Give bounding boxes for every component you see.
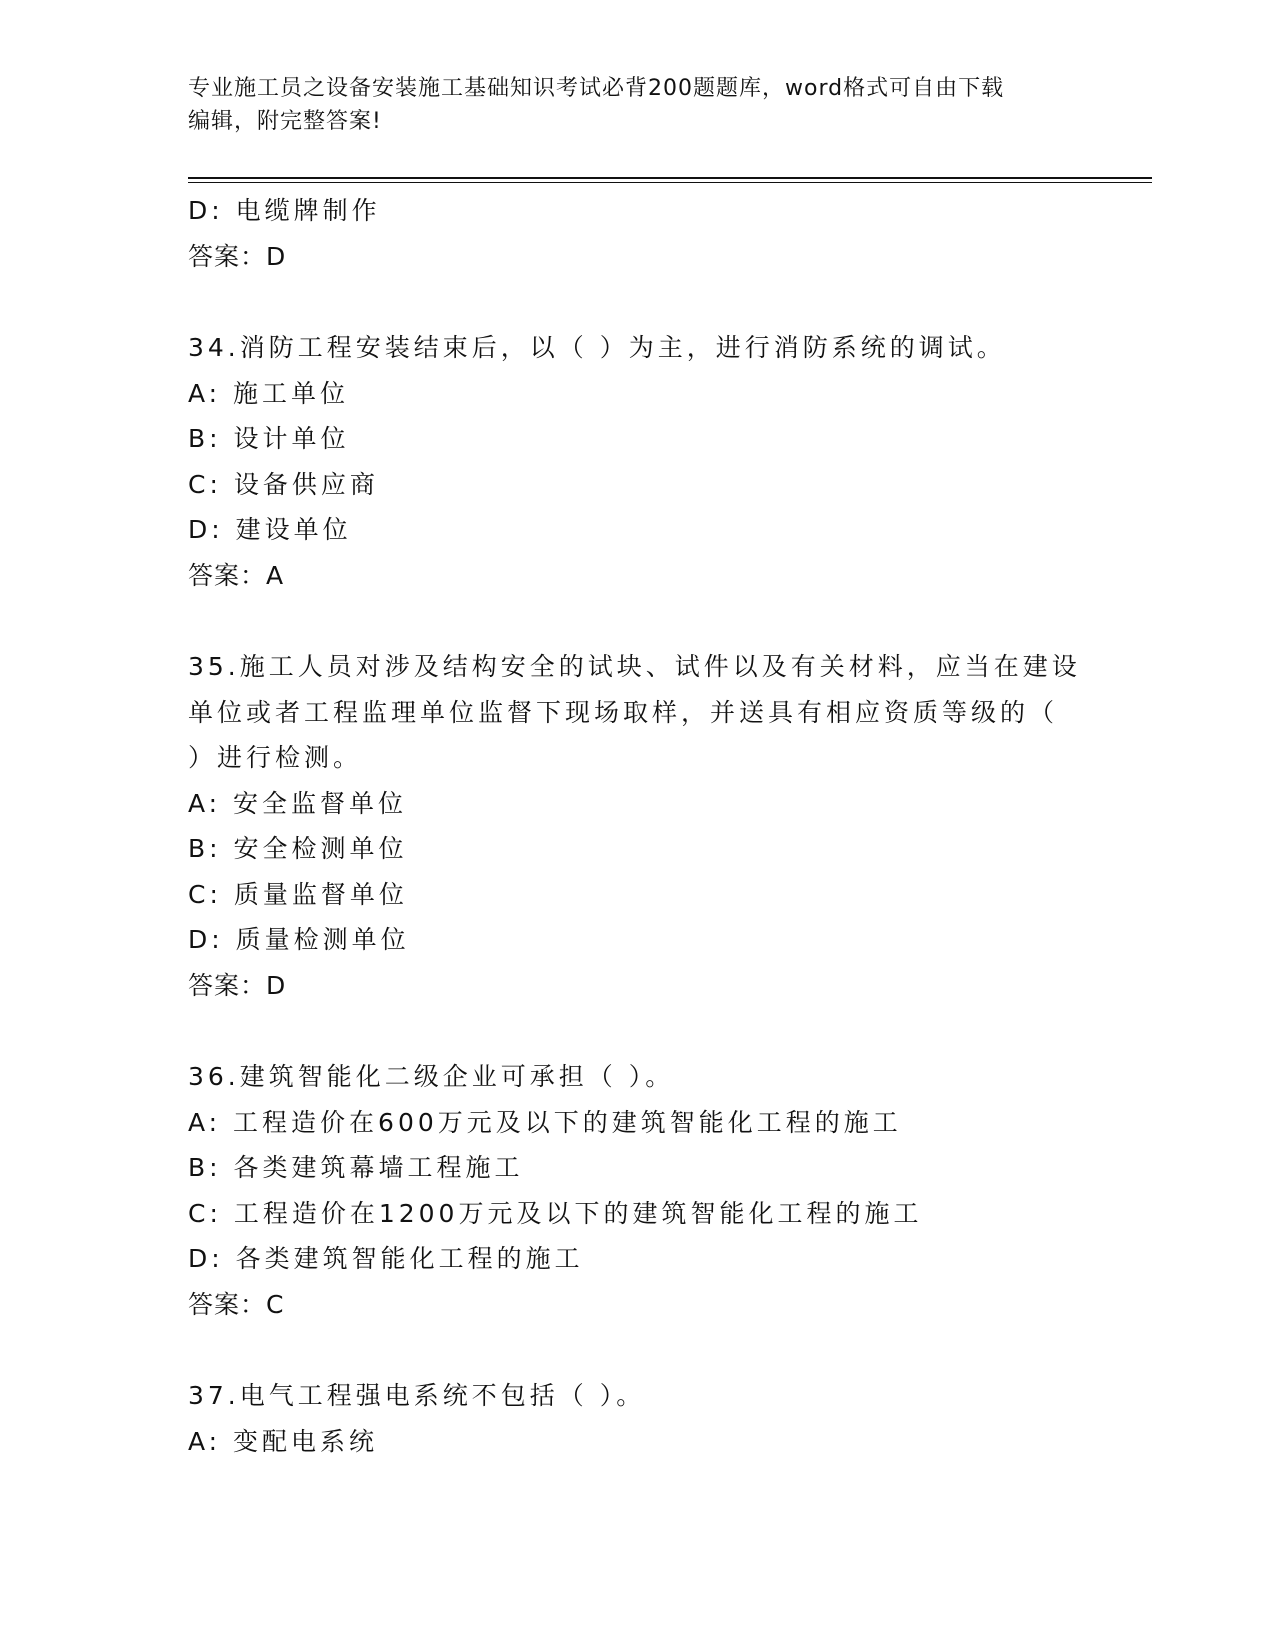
header-divider-thick bbox=[188, 177, 1152, 179]
question-34 bbox=[188, 325, 1088, 598]
option-b: B: 各类建筑幕墙工程施工 bbox=[188, 1153, 524, 1182]
question-stem-line-1: 35.施工人员对涉及结构安全的试块、试件以及有关材料，应当在建设 bbox=[188, 652, 1081, 681]
answer-line: 答案：A bbox=[188, 560, 285, 590]
question-36 bbox=[188, 1054, 1088, 1327]
question-stem: 37.电气工程强电系统不包括（ ）。 bbox=[188, 1381, 646, 1410]
option-c: C: 质量监督单位 bbox=[188, 879, 408, 909]
option-c: C: 工程造价在1200万元及以下的建筑智能化工程的施工 bbox=[188, 1198, 923, 1228]
option-b: B: 安全检测单位 bbox=[188, 834, 408, 863]
option-c: C: 设备供应商 bbox=[188, 469, 379, 499]
option-a: A: 变配电系统 bbox=[188, 1426, 379, 1456]
option-b: B: 设计单位 bbox=[188, 424, 350, 453]
header-line-1: 专业施工员之设备安装施工基础知识考试必背200题题库，word格式可自由下载 bbox=[188, 76, 1005, 101]
option-a: A: 工程造价在600万元及以下的建筑智能化工程的施工 bbox=[188, 1107, 902, 1137]
answer-line: 答案：D bbox=[188, 970, 287, 1000]
question-list bbox=[188, 188, 1088, 1464]
option-d: D: 建设单位 bbox=[188, 515, 352, 544]
question-37 bbox=[188, 1373, 1088, 1464]
header-line-2: 编辑，附完整答案! bbox=[188, 109, 382, 134]
document-header bbox=[188, 72, 1068, 138]
answer-line: 答案：D bbox=[188, 241, 287, 271]
answer-line: 答案：C bbox=[188, 1289, 285, 1319]
option-a: A: 安全监督单位 bbox=[188, 788, 408, 818]
option-a: A: 施工单位 bbox=[188, 378, 350, 408]
question-stem: 34.消防工程安装结束后，以（ ）为主，进行消防系统的调试。 bbox=[188, 333, 1006, 362]
previous-question-tail bbox=[188, 188, 1088, 279]
question-stem-line-3: ）进行检测。 bbox=[188, 743, 363, 772]
question-stem-line-2: 单位或者工程监理单位监督下现场取样，并送具有相应资质等级的（ bbox=[188, 697, 1059, 727]
option-d: D: 质量检测单位 bbox=[188, 925, 410, 954]
question-35 bbox=[188, 644, 1088, 1008]
header-divider-thin bbox=[188, 182, 1152, 183]
question-stem: 36.建筑智能化二级企业可承担（ ）。 bbox=[188, 1062, 675, 1091]
option-d: D: 电缆牌制作 bbox=[188, 196, 381, 225]
option-d: D: 各类建筑智能化工程的施工 bbox=[188, 1244, 584, 1273]
